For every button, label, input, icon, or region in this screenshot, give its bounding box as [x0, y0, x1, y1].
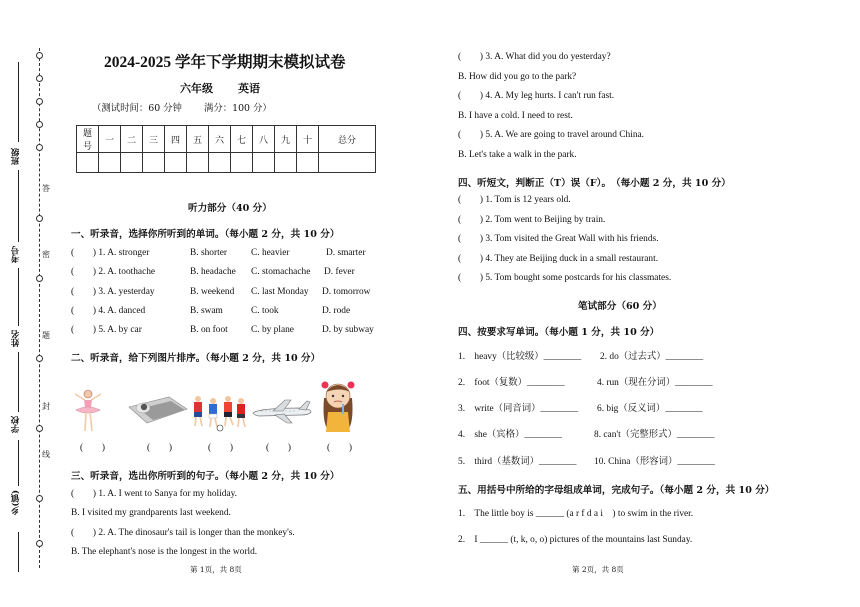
- tf-item-1: ( ) 1. Tom is 12 years old.: [458, 195, 571, 205]
- name-label: 姓名: [11, 330, 21, 347]
- airplane-picture: [251, 398, 313, 424]
- seal-hole: [36, 495, 43, 502]
- seal-char: 题: [42, 331, 50, 340]
- question-1-4: ( ) 4. A. danced: [71, 306, 146, 316]
- question-1-5: ( ) 5. A. by car: [71, 325, 142, 335]
- letters-section-title: 五、用括号中所给的字母组成单词，完成句子。（每小题 2 分，共 10 分）: [458, 485, 775, 496]
- seal-hole: [36, 425, 43, 432]
- grade-label: 六年级: [180, 82, 213, 95]
- score-header-cell: 八: [253, 126, 275, 153]
- score-header-cell: 一: [99, 126, 121, 153]
- exam-no-label: 考号: [11, 246, 21, 263]
- score-cell[interactable]: [165, 153, 187, 173]
- option-d: D. by subway: [322, 325, 374, 335]
- word-item: 10. China（形容词）________: [594, 457, 715, 467]
- score-table: [76, 125, 376, 173]
- listening-section-title: 听力部分（40 分）: [188, 203, 272, 214]
- score-header-total: 总分: [319, 126, 376, 153]
- score-cell[interactable]: [121, 153, 143, 173]
- class-blank-line: [18, 62, 19, 142]
- exam-title: 2024-2025 学年下学期期末模拟试卷: [104, 54, 346, 71]
- question-3-5-b: B. Let's take a walk in the park.: [458, 150, 577, 160]
- score-cell[interactable]: [77, 153, 99, 173]
- question-3-2-b: B. The elephant's nose is the longest in the world.: [71, 547, 258, 557]
- section-3-title: 三、听录音，选出你所听到的句子。（每小题 2 分，共 10 分）: [71, 471, 340, 482]
- seal-hole: [36, 540, 43, 547]
- score-cell[interactable]: [231, 153, 253, 173]
- page-number-1: 第 1页，共 8页: [190, 565, 242, 574]
- seal-char: 答: [42, 184, 50, 193]
- section-4-title: 四、听短文，判断正（T）误（F）。 （每小题 2 分，共 10 分）: [458, 178, 731, 189]
- test-time: （测试时间：60 分钟: [92, 103, 182, 114]
- word-item: 2. foot（复数）________: [458, 378, 565, 388]
- school-label: 学校: [11, 416, 21, 433]
- class-label: 班级: [11, 148, 21, 165]
- option-d: D. fever: [324, 267, 355, 277]
- full-score: 满分：100 分）: [204, 103, 272, 114]
- word-item: 1. heavy（比较级）________: [458, 352, 582, 362]
- option-b: B. on foot: [190, 325, 228, 335]
- option-c: C. stomachache: [251, 267, 311, 277]
- seal-char: 线: [42, 450, 50, 459]
- town-blank-line-2: [18, 532, 19, 572]
- score-cell[interactable]: [253, 153, 275, 173]
- tf-item-3: ( ) 3. Tom visited the Great Wall with his friends.: [458, 234, 659, 244]
- score-cell[interactable]: [99, 153, 121, 173]
- word-item: 4. she（宾格）________: [458, 430, 562, 440]
- option-d: D. smarter: [326, 248, 366, 258]
- score-header-cell: 六: [209, 126, 231, 153]
- word-item: 4. run（现在分词）________: [597, 378, 713, 388]
- sick-girl-picture: [318, 378, 358, 432]
- section-1-title: 一、听录音，选择你所听到的单词。（每小题 2 分，共 10 分）: [71, 229, 340, 240]
- score-cell[interactable]: [275, 153, 297, 173]
- word-item: 3. write（同音词）________: [458, 404, 579, 414]
- word-section-title: 四、按要求写单词。（每小题 1 分，共 10 分）: [458, 327, 660, 338]
- question-1-2: ( ) 2. A. toothache: [71, 267, 156, 277]
- name-blank-line: [18, 268, 19, 326]
- town-blank-line: [18, 440, 19, 486]
- score-header-cell: 题 号: [77, 126, 99, 153]
- question-1-1: ( ) 1. A. stronger: [71, 248, 150, 258]
- binding-strip: [0, 0, 60, 607]
- word-item: 2. do（过去式）________: [600, 352, 704, 362]
- score-header-cell: 二: [121, 126, 143, 153]
- seal-hole: [36, 75, 43, 82]
- question-3-4-b: B. I have a cold. I need to rest.: [458, 111, 573, 121]
- question-1-3: ( ) 3. A. yesterday: [71, 287, 155, 297]
- seal-char: 密: [42, 250, 50, 259]
- tf-item-2: ( ) 2. Tom went to Beijing by train.: [458, 215, 606, 225]
- page-number-2: 第 2页，共 8页: [572, 565, 624, 574]
- option-c: C. took: [251, 306, 279, 316]
- score-cell[interactable]: [187, 153, 209, 173]
- ballerina-picture: [70, 388, 106, 434]
- score-header-cell: 七: [231, 126, 253, 153]
- option-b: B. shorter: [190, 248, 227, 258]
- letters-item-1: 1. The little boy is ______ (a r f d a i ) to swim in the river.: [458, 509, 694, 519]
- section-2-title: 二、听录音，给下列图片排序。（每小题 2 分，共 10 分）: [71, 353, 321, 364]
- letters-item-2: 2. I ______ (t, k, o, o) pictures of the mountains last Sunday.: [458, 535, 693, 545]
- soccer-players-picture: [189, 392, 249, 432]
- word-item: 5. third（基数词）________: [458, 457, 577, 467]
- question-3-3-a: ( ) 3. A. What did you do yesterday?: [458, 52, 611, 62]
- seal-hole: [36, 52, 43, 59]
- score-cell[interactable]: [209, 153, 231, 173]
- option-c: C. heavier: [251, 248, 290, 258]
- option-b: B. headache: [190, 267, 236, 277]
- picture-1-blank[interactable]: ( ): [80, 443, 105, 453]
- school-blank-line: [18, 352, 19, 412]
- score-header-cell: 九: [275, 126, 297, 153]
- question-3-3-b: B. How did you go to the park?: [458, 72, 577, 82]
- picture-2-blank[interactable]: ( ): [147, 443, 172, 453]
- option-d: D. tomorrow: [322, 287, 371, 297]
- seal-hole: [36, 355, 43, 362]
- word-item: 6. big（反义词）________: [597, 404, 703, 414]
- seal-hole: [36, 215, 43, 222]
- score-header-cell: 三: [143, 126, 165, 153]
- score-header-cell: 四: [165, 126, 187, 153]
- option-c: C. last Monday: [251, 287, 309, 297]
- word-item: 8. can't（完整形式）________: [594, 430, 715, 440]
- sleeping-picture: [127, 393, 189, 427]
- tf-item-4: ( ) 4. They ate Beijing duck in a small restaurant.: [458, 254, 659, 264]
- option-c: C. by plane: [251, 325, 294, 335]
- picture-3-blank[interactable]: ( ): [208, 443, 233, 453]
- question-3-1-b: B. I visited my grandparents last weekend.: [71, 508, 231, 518]
- score-header-cell: 十: [297, 126, 319, 153]
- option-b: B. weekend: [190, 287, 235, 297]
- picture-4-blank[interactable]: ( ): [266, 443, 291, 453]
- seal-hole: [36, 144, 43, 151]
- score-cell[interactable]: [143, 153, 165, 173]
- question-3-4-a: ( ) 4. A. My leg hurts. I can't run fast.: [458, 91, 615, 101]
- town-label: 乡(镇): [11, 490, 21, 516]
- option-b: B. swam: [190, 306, 223, 316]
- exam-no-blank-line: [18, 170, 19, 242]
- question-3-2-a: ( ) 2. A. The dinosaur's tail is longer than the monkey's.: [71, 528, 295, 538]
- score-table-header-row: [77, 126, 376, 153]
- picture-5-blank[interactable]: ( ): [327, 443, 352, 453]
- score-table-input-row: [77, 153, 376, 173]
- question-3-1-a: ( ) 1. A. I went to Sanya for my holiday.: [71, 489, 238, 499]
- seal-hole: [36, 121, 43, 128]
- written-section-title: 笔试部分（60 分）: [578, 301, 662, 312]
- tf-item-5: ( ) 5. Tom bought some postcards for his classmates.: [458, 273, 672, 283]
- score-cell-total[interactable]: [319, 153, 376, 173]
- seal-hole: [36, 275, 43, 282]
- subject-label: 英语: [238, 82, 260, 95]
- question-3-5-a: ( ) 5. A. We are going to travel around China.: [458, 130, 645, 140]
- option-d: D. rode: [322, 306, 351, 316]
- seal-char: 封: [42, 402, 50, 411]
- seal-hole: [36, 98, 43, 105]
- score-cell[interactable]: [297, 153, 319, 173]
- score-header-cell: 五: [187, 126, 209, 153]
